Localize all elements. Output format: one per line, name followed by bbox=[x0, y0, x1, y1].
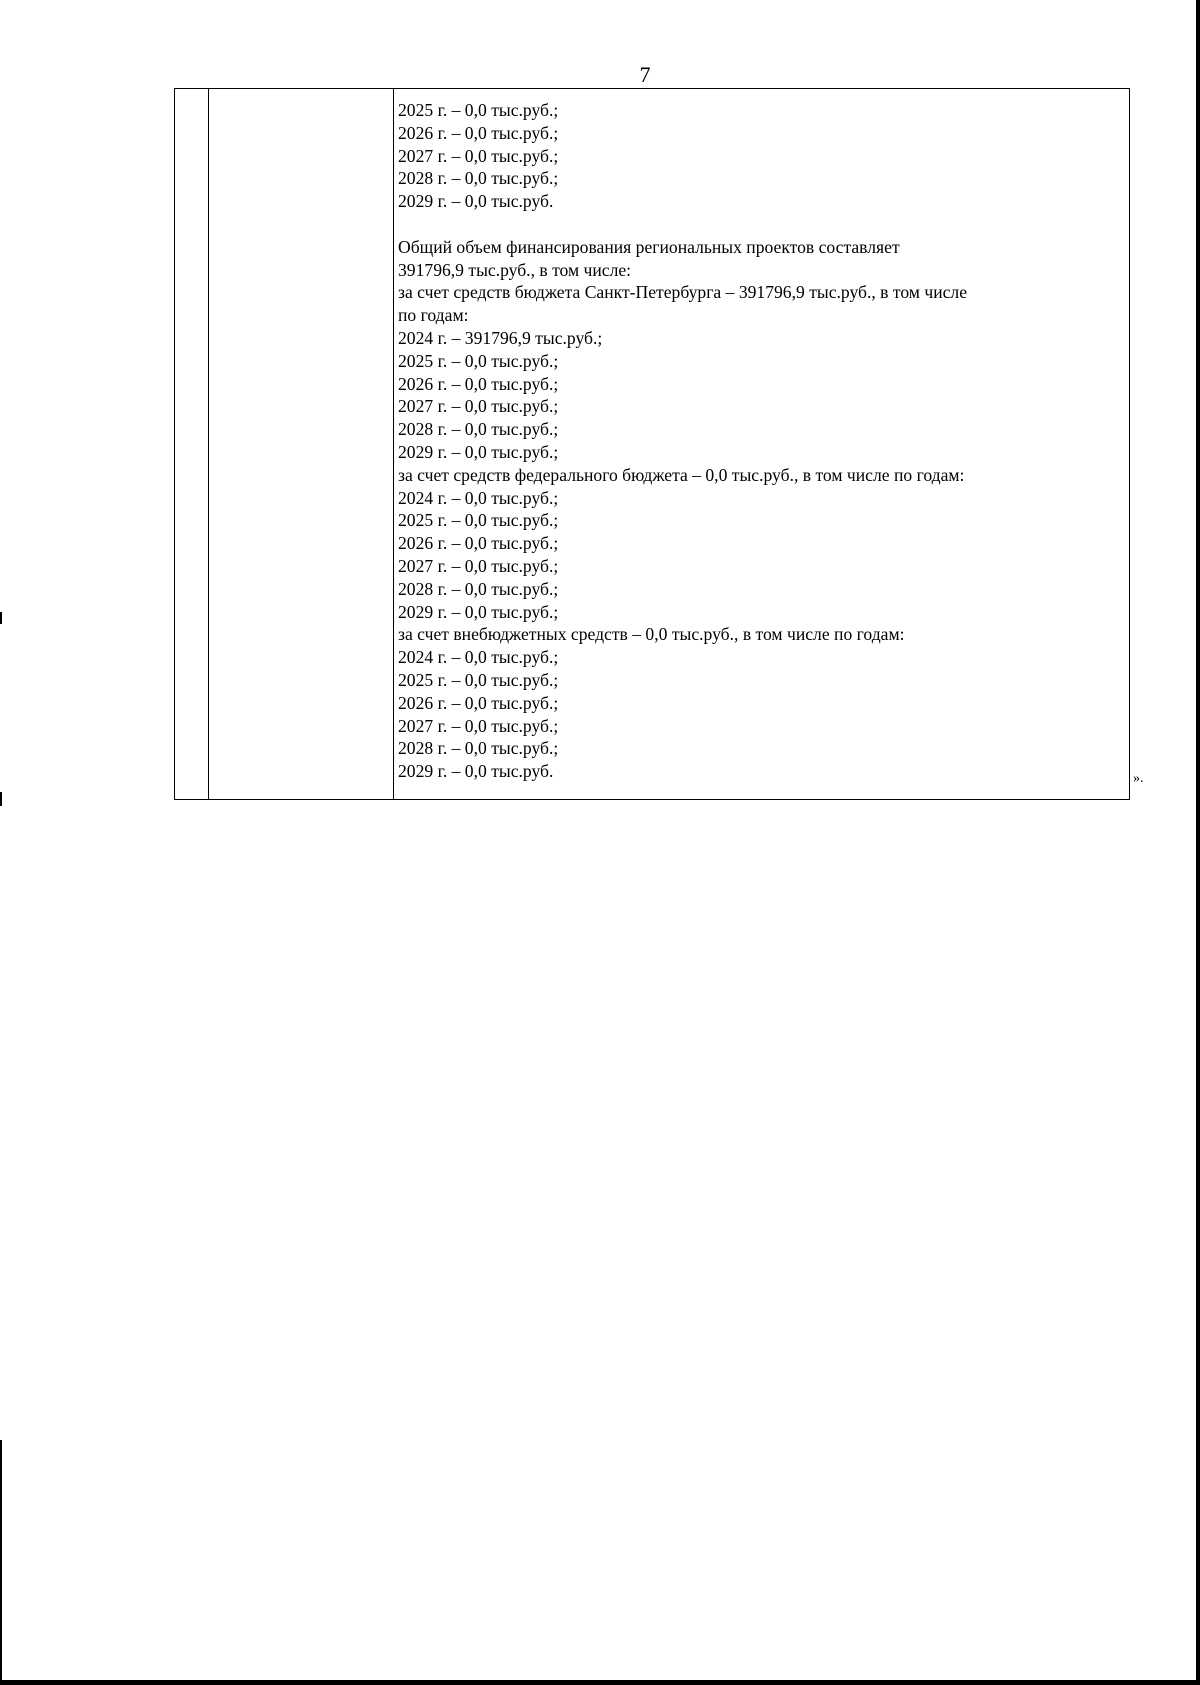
text-line: 2024 г. – 0,0 тыс.руб.; bbox=[398, 487, 559, 508]
scan-edge-mark bbox=[0, 612, 2, 624]
text-line: 2028 г. – 0,0 тыс.руб.; bbox=[398, 738, 559, 759]
text-line: 2026 г. – 0,0 тыс.руб.; bbox=[398, 692, 559, 713]
regional-projects-financing bbox=[398, 236, 1123, 783]
table-row bbox=[175, 89, 1130, 800]
text-line: 2024 г. – 0,0 тыс.руб.; bbox=[398, 647, 559, 668]
text-line: 2027 г. – 0,0 тыс.руб.; bbox=[398, 145, 559, 166]
text-line: по годам: bbox=[398, 305, 469, 326]
scan-edge-bottom bbox=[0, 1680, 1200, 1685]
text-line: 2027 г. – 0,0 тыс.руб.; bbox=[398, 555, 559, 576]
text-line: 2028 г. – 0,0 тыс.руб.; bbox=[398, 578, 559, 599]
text-line: 2029 г. – 0,0 тыс.руб. bbox=[398, 761, 554, 782]
text-line: за счет средств федерального бюджета – 0,0 тыс.руб., в том числе по годам: bbox=[398, 464, 965, 485]
text-line: 2029 г. – 0,0 тыс.руб. bbox=[398, 191, 554, 212]
table-cell-number bbox=[175, 89, 209, 800]
text-line: 2029 г. – 0,0 тыс.руб.; bbox=[398, 601, 559, 622]
text-line: 2026 г. – 0,0 тыс.руб.; bbox=[398, 373, 559, 394]
text-line: за счет внебюджетных средств – 0,0 тыс.руб., в том числе по годам: bbox=[398, 624, 905, 645]
text-line: 2026 г. – 0,0 тыс.руб.; bbox=[398, 533, 559, 554]
table-cell-title bbox=[209, 89, 394, 800]
text-line: 2028 г. – 0,0 тыс.руб.; bbox=[398, 168, 559, 189]
text-line: 391796,9 тыс.руб., в том числе: bbox=[398, 259, 632, 280]
text-line: 2025 г. – 0,0 тыс.руб.; bbox=[398, 100, 559, 120]
text-line: 2027 г. – 0,0 тыс.руб.; bbox=[398, 715, 559, 736]
page-number: 7 bbox=[639, 62, 651, 87]
text-line: за счет средств бюджета Санкт-Петербурга – 391796,9 тыс.руб., в том числе bbox=[398, 282, 968, 303]
text-line: Общий объем финансирования региональных проектов составляет bbox=[398, 236, 900, 257]
scan-edge-right bbox=[1196, 0, 1200, 1685]
text-line: 2027 г. – 0,0 тыс.руб.; bbox=[398, 396, 559, 417]
text-line: 2025 г. – 0,0 тыс.руб.; bbox=[398, 350, 559, 371]
text-line: 2024 г. – 391796,9 тыс.руб.; bbox=[398, 327, 603, 348]
text-line: 2025 г. – 0,0 тыс.руб.; bbox=[398, 669, 559, 690]
financing-lines-continued bbox=[398, 99, 1123, 213]
scan-edge-mark bbox=[0, 792, 2, 806]
text-line: 2025 г. – 0,0 тыс.руб.; bbox=[398, 510, 559, 531]
financing-table bbox=[174, 88, 1130, 800]
table-cell-content bbox=[394, 89, 1130, 800]
closing-quote: ». bbox=[1133, 771, 1144, 786]
scan-edge-mark bbox=[0, 1440, 2, 1680]
text-line: 2028 г. – 0,0 тыс.руб.; bbox=[398, 419, 559, 440]
paragraph-gap bbox=[398, 213, 1123, 236]
text-line: 2026 г. – 0,0 тыс.руб.; bbox=[398, 122, 559, 143]
text-line: 2029 г. – 0,0 тыс.руб.; bbox=[398, 441, 559, 462]
